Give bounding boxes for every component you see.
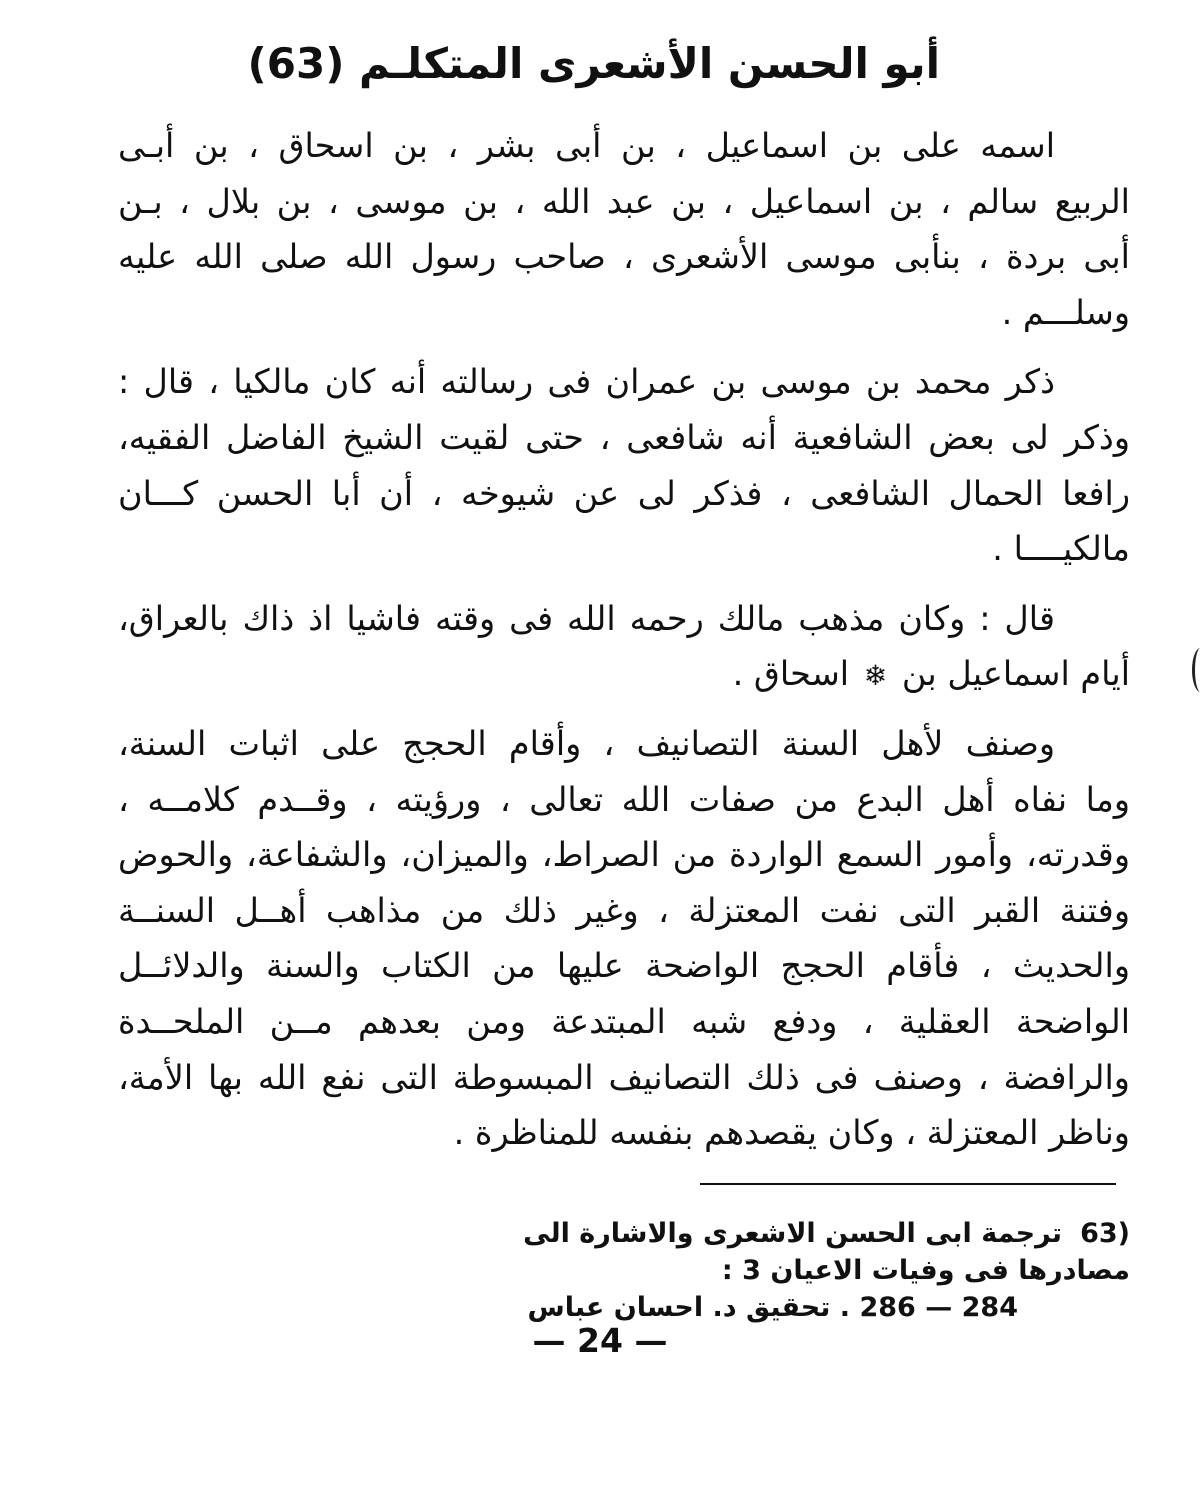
text-fragment: اسحاق . xyxy=(732,654,850,694)
footnote xyxy=(420,1215,1130,1326)
body-text xyxy=(118,118,1130,1175)
text-line: مالكيــــا . xyxy=(992,529,1130,569)
text-line: وفتنة القبر التى نفت المعتزلة ، وغير ذلك من مذاهب أهــل السنــة xyxy=(118,890,1130,930)
text-line: الربيع سالم ، بن اسماعيل ، بن عبد الله ، بن موسى ، بن بلال ، بـن xyxy=(118,181,1130,221)
text-line: والرافضة ، وصنف فى ذلك التصانيف المبسوطة التى نفع الله بها الأمة، xyxy=(118,1057,1130,1097)
paragraph-iraq-madhhab xyxy=(118,591,1130,702)
footnote-number: (63 xyxy=(1080,1218,1130,1249)
paragraph-name-lineage xyxy=(118,118,1130,340)
text-line: وصنف لأهل السنة التصانيف ، وأقام الحجج على اثبات السنة، xyxy=(118,723,1055,763)
text-line xyxy=(118,646,1130,702)
text-line: وناظر المعتزلة ، وكان يقصدهم بنفسه للمناظرة . xyxy=(453,1113,1130,1153)
text-line: اسمه على بن اسماعيل ، بن أبى بشر ، بن اسحاق ، بن أبـى xyxy=(118,126,1055,165)
text-line: وسلـــم . xyxy=(1001,292,1130,332)
page-number: — 24 — xyxy=(532,1321,668,1360)
text-line: رافعا الحمال الشافعى ، فذكر لى عن شيوخه ، أن أبا الحسن كـــان xyxy=(118,473,1130,513)
text-line: وما نفاه أهل البدع من صفات الله تعالى ، ورؤيته ، وقــدم كلامــه ، xyxy=(118,779,1130,819)
flower-asterisk-icon: ❄ xyxy=(863,658,888,692)
paragraph-writings xyxy=(118,716,1130,1161)
page-title: أبو الحسن الأشعرى المتكلـم (63) xyxy=(247,39,940,88)
text-line: ذكر محمد بن موسى بن عمران فى رسالته أنه كان مالكيا ، قال : xyxy=(118,362,1055,402)
footnote-text: ترجمة ابى الحسن الاشعرى والاشارة الى مصادرها فى وفيات الاعيان 3 : xyxy=(523,1218,1130,1286)
footnote-divider xyxy=(700,1183,1116,1185)
text-fragment: أيام اسماعيل بن xyxy=(901,654,1130,694)
text-line: وقدرته، وأمور السمع الواردة من الصراط، والميزان، والشفاعة، والحوض xyxy=(118,835,1130,875)
text-line: قال : وكان مذهب مالك رحمه الله فى وقته فاشيا اذ ذاك بالعراق، xyxy=(118,598,1055,638)
text-line: وذكر لى بعض الشافعية أنه شافعى ، حتى لقيت الشيخ الفاضل الفقيه، xyxy=(118,417,1130,457)
text-line: أبى بردة ، بنأبى موسى الأشعرى ، صاحب رسول الله صلى الله عليه xyxy=(118,237,1130,277)
paragraph-maliki-report xyxy=(118,354,1130,576)
text-line: الواضحة العقلية ، ودفع شبه المبتدعة ومن بعدهم مــن الملحــدة xyxy=(118,1001,1130,1041)
text-line: والحديث ، فأقام الحجج الواضحة عليها من الكتاب والسنة والدلائــل xyxy=(118,946,1130,986)
margin-bracket-mark xyxy=(1192,648,1203,692)
footnote-text-continued: 284 — 286 . تحقيق د. احسان عباس xyxy=(527,1292,1018,1323)
